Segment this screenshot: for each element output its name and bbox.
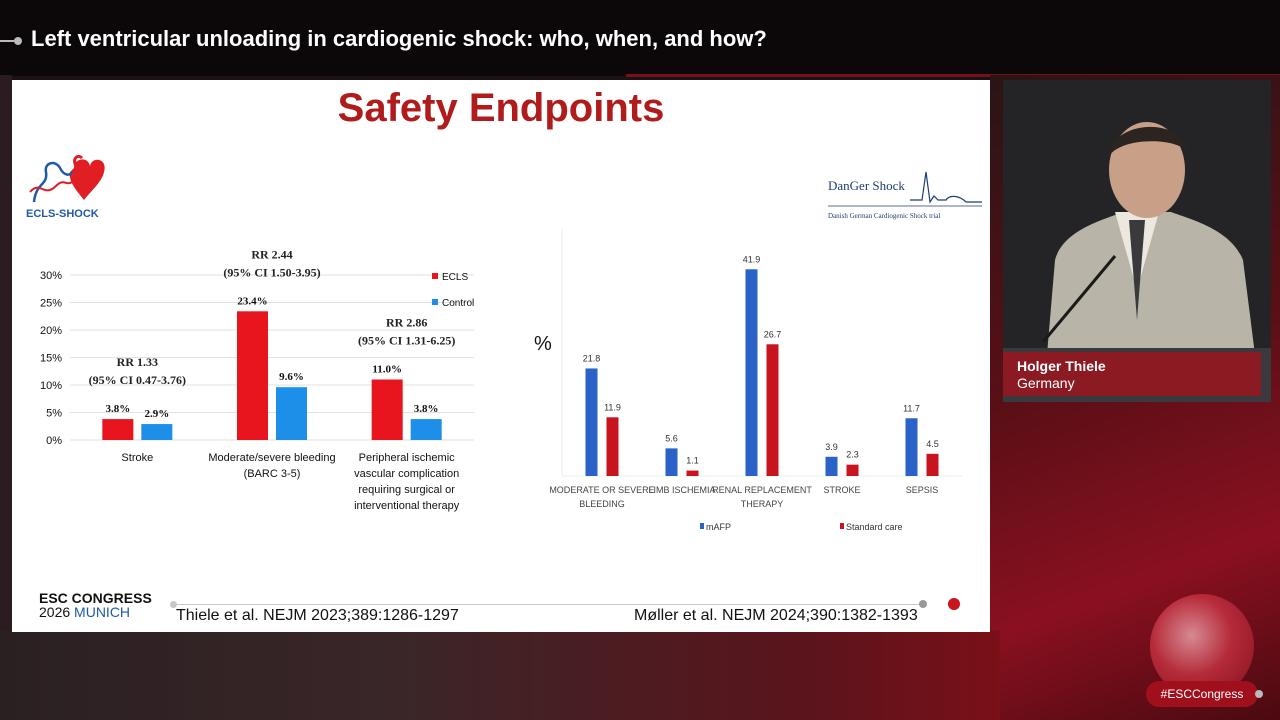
bar-ecls	[237, 311, 268, 440]
title-bar-dot	[14, 37, 22, 45]
reference-danger-shock: Møller et al. NEJM 2024;390:1382-1393	[634, 607, 918, 624]
x-category-label: Moderate/severe bleeding	[208, 452, 336, 464]
footer-dot	[919, 600, 927, 608]
heart-vessels-icon	[26, 152, 106, 208]
y-tick-label: 25%	[39, 297, 62, 310]
x-category-label: LIMB ISCHEMIA	[648, 485, 716, 495]
bar-standard-care	[847, 465, 859, 476]
data-label: 21.8	[582, 353, 601, 364]
data-label: 11.9	[604, 402, 621, 413]
bar-standard-care	[767, 344, 779, 476]
danger-shock-logo-name: DanGer Shock	[828, 178, 905, 193]
bar-mafp	[586, 368, 598, 476]
rr-annotation: (95% CI 1.31-6.25)	[358, 333, 456, 348]
speaker-country: Germany	[1017, 375, 1075, 391]
data-label: 3.9	[825, 441, 838, 452]
data-label: 11.7	[903, 403, 920, 414]
y-tick-label: 15%	[39, 352, 62, 365]
footer-accent-dot	[948, 598, 960, 610]
bar-control	[411, 419, 442, 440]
hashtag-dot	[1255, 690, 1263, 698]
background-bottom	[0, 630, 1000, 720]
bar-ecls	[102, 419, 133, 440]
ecls-shock-logo-text: ECLS-SHOCK	[26, 208, 99, 220]
x-category-label: SEPSIS	[905, 485, 939, 495]
x-category-label: Stroke	[121, 452, 154, 464]
esc-congress-logo	[39, 591, 152, 619]
y-tick-label: 30%	[39, 270, 62, 282]
rr-annotation: RR 2.86	[385, 315, 428, 330]
x-category-label: interventional therapy	[354, 500, 460, 512]
y-tick-label: 0%	[46, 435, 62, 447]
legend-label: Control	[442, 298, 475, 309]
legend-label: Standard care	[846, 522, 903, 532]
y-axis-label: %	[534, 333, 552, 355]
x-category-label: requiring surgical or	[358, 484, 455, 496]
x-category-label: (BARC 3-5)	[243, 468, 301, 480]
bar-standard-care	[607, 417, 619, 476]
slide-title: Safety Endpoints	[337, 86, 665, 130]
rr-annotation: RR 2.44	[251, 247, 293, 262]
data-label: 1.1	[686, 455, 699, 466]
data-label: 41.9	[742, 254, 761, 265]
esc-brand-year: 2026	[39, 604, 71, 620]
bar-mafp	[746, 269, 758, 476]
reference-ecls-shock: Thiele et al. NEJM 2023;389:1286-1297	[176, 607, 459, 624]
esc-brand-city: MUNICH	[74, 604, 131, 620]
x-category-label: RENAL REPLACEMENT	[712, 485, 812, 495]
data-label: 5.6	[665, 433, 678, 444]
x-category-label: Peripheral ischemic	[358, 452, 455, 464]
rr-annotation: (95% CI 0.47-3.76)	[88, 373, 186, 388]
talk-title: Left ventricular unloading in cardiogenic shock: who, when, and how?	[31, 26, 767, 51]
danger-shock-logo-subtitle: Danish German Cardiogenic Shock trial	[828, 212, 941, 220]
data-label: 2.3	[846, 449, 859, 460]
data-label: 23.4%	[237, 295, 268, 308]
esc-brand-line2	[39, 605, 152, 619]
speaker-name: Holger Thiele	[1017, 358, 1106, 374]
y-tick-label: 20%	[39, 325, 62, 337]
y-tick-label: 5%	[46, 407, 62, 420]
y-tick-label: 10%	[39, 380, 62, 392]
title-bar	[0, 0, 1280, 76]
ecls-shock-logo	[26, 152, 106, 224]
x-category-label: BLEEDING	[579, 499, 625, 509]
x-category-label: MODERATE OR SEVERE	[549, 485, 655, 495]
data-label: 2.9%	[144, 408, 170, 421]
presentation-slide	[12, 80, 990, 632]
data-label: 3.8%	[105, 403, 131, 416]
x-category-label: THERAPY	[740, 499, 784, 509]
legend-swatch	[840, 523, 844, 529]
legend-swatch	[432, 299, 438, 305]
legend-swatch	[432, 273, 438, 279]
x-category-label: STROKE	[823, 485, 861, 495]
rr-annotation: (95% CI 1.50-3.95)	[223, 265, 321, 280]
rr-annotation: RR 1.33	[116, 355, 159, 370]
legend-label: ECLS	[442, 272, 469, 283]
bar-control	[276, 387, 307, 440]
legend-swatch	[700, 523, 704, 529]
data-label: 3.8%	[413, 403, 439, 416]
hashtag-badge: #ESCCongress	[1146, 681, 1258, 707]
bar-mafp	[826, 457, 838, 476]
x-category-label: vascular complication	[354, 468, 460, 480]
footer-divider	[172, 604, 924, 605]
data-label: 26.7	[763, 329, 782, 340]
bar-standard-care	[687, 471, 699, 476]
data-label: 4.5	[926, 438, 939, 449]
danger-shock-logo	[826, 166, 986, 226]
bar-ecls	[372, 380, 403, 441]
ecls-shock-safety-chart	[22, 240, 492, 540]
bar-control	[141, 424, 172, 440]
danger-shock-safety-chart	[532, 228, 972, 548]
legend-label: mAFP	[706, 522, 732, 532]
title-bar-decoration	[0, 40, 14, 42]
background-left	[0, 75, 12, 635]
bar-standard-care	[927, 454, 939, 476]
bar-mafp	[666, 448, 678, 476]
data-label: 11.0%	[372, 363, 402, 376]
esc-brand-line1: ESC CONGRESS	[39, 590, 152, 606]
speaker-lower-third	[1003, 352, 1261, 396]
bar-mafp	[906, 418, 918, 476]
data-label: 9.6%	[279, 371, 304, 384]
